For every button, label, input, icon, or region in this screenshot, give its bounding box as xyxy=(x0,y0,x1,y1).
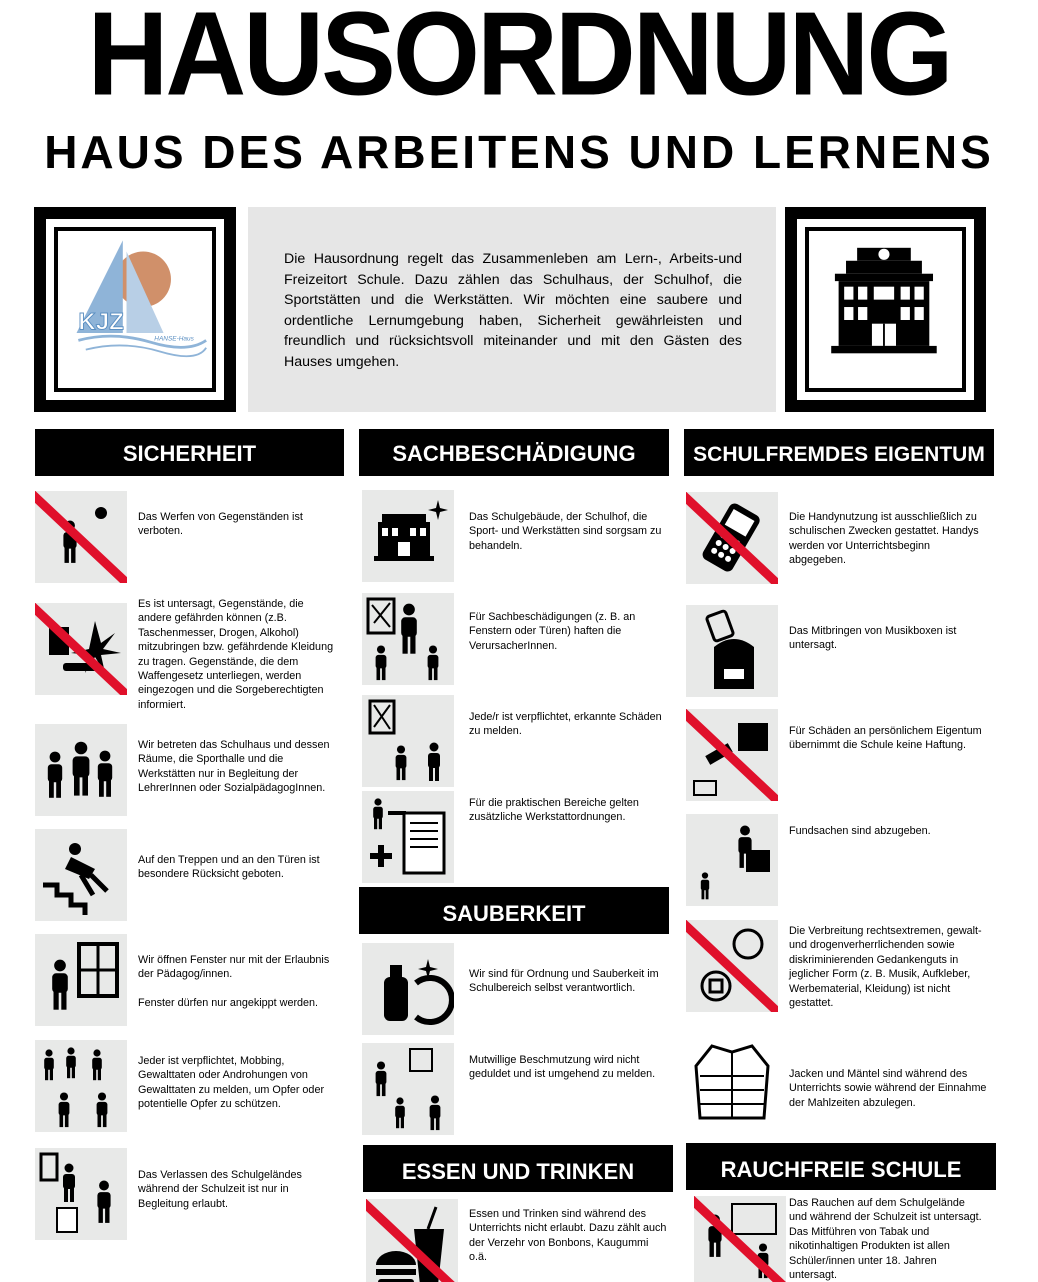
school-frame xyxy=(785,207,986,412)
logo-frame xyxy=(34,207,236,412)
sauberkeit-text-2: Mutwillige Beschmutzung wird nicht geduldet und ist umgehend zu melden. xyxy=(469,1054,656,1081)
page-subtitle: HAUS DES ARBEITENS UND LERNENS xyxy=(44,126,994,178)
sachbeschaedigung-text-2: Für Sachbeschädigungen (z. B. an Fenstern oder Türen) haften die VerursacherInnen. xyxy=(469,611,636,652)
accompanied-group-icon xyxy=(35,724,127,816)
no-phone-icon xyxy=(686,492,778,584)
heading-essen-trinken: ESSEN UND TRINKEN xyxy=(363,1145,673,1192)
report-damage-icon xyxy=(362,695,454,787)
sicherheit-text-6: Jeder ist verpflichtet, Mobbing, Gewalttaten oder Androhungen von Gewalttaten zu melden, um Opfer oder potentielle Opfer zu schützen. xyxy=(138,1055,325,1111)
workshop-rules-icon xyxy=(362,791,454,883)
no-food-icon xyxy=(366,1199,458,1282)
backpack-speaker-icon xyxy=(686,605,778,697)
no-smoking-icon xyxy=(694,1196,786,1282)
page-title: HAUSORDNUNG xyxy=(87,0,951,120)
kjz-logo xyxy=(58,231,208,384)
stairs-fall-icon xyxy=(35,829,127,921)
sicherheit-text-3: Wir betreten das Schulhaus und dessen Räume, die Sporthalle und die Werkstätten nur in Begleitung der LehrerInnen oder SozialpädagogInnen. xyxy=(138,739,330,795)
window-icon xyxy=(35,934,127,1026)
throwing-prohibited-icon xyxy=(35,491,127,583)
mobbing-report-icon xyxy=(35,1040,127,1132)
liability-icon xyxy=(686,709,778,801)
heading-sachbeschaedigung: SACHBESCHÄDIGUNG xyxy=(359,429,669,476)
essen-text-1: Essen und Trinken sind während des Unterrichts nicht erlaubt. Dazu zählt auch der Verzehr von Bonbons, Kaugummi o.ä. xyxy=(469,1208,667,1264)
sicherheit-text-1: Das Werfen von Gegenständen ist verboten. xyxy=(138,511,303,538)
dangerous-items-prohibited-icon xyxy=(35,603,127,695)
rauchfrei-text-1: Das Rauchen auf dem Schulgelände und während der Schulzeit ist untersagt. Das Mitführen von Tabak und nikotinhaltigen Produkten ist allen Schüler/innen unter 18. Jahren untersagt. xyxy=(789,1197,982,1282)
sachbeschaedigung-text-4: Für die praktischen Bereiche gelten zusätzliche Werkstattordnungen. xyxy=(469,797,639,824)
sicherheit-text-4: Auf den Treppen und an den Türen ist besondere Rücksicht geboten. xyxy=(138,854,320,881)
sicherheit-text-5b: Fenster dürfen nur angekippt werden. xyxy=(138,996,319,1009)
eigentum-text-5: Die Verbreitung rechtsextremen, gewalt- und drogenverherrlichenden sowie diskriminierenden Gedankenguts in jeglicher Form (z. B. Musik, Aufkleber, Werbematerial, Kleidung) ist nicht gestattet. xyxy=(789,925,982,1010)
lost-found-icon xyxy=(686,814,778,906)
intro-text: Die Hausordnung regelt das Zusammenleben am Lern-, Arbeits-und Freizeitort Schule. Dazu zählen das Schulhaus, der Schulhof, die Sportstätten und die Werkstätten. Wir möchten eine saubere und ordentliche Lernumgebung haben, Sicherheit gewährleisten und freundlich und rücksichtsvoll miteinander und mit den Gästen des Hauses umgehen. xyxy=(284,251,742,370)
leaving-campus-icon xyxy=(35,1148,127,1240)
sicherheit-text-5: Wir öffnen Fenster nur mit der Erlaubnis der Pädagog/innen. xyxy=(138,954,330,981)
logo-letters: KJZ xyxy=(78,308,124,336)
eigentum-text-1: Die Handynutzung ist ausschließlich zu schulischen Zwecken gestattet. Handys werden vor Unterrichtsbeginn abgegeben. xyxy=(789,511,979,567)
jacket-icon xyxy=(686,1036,778,1124)
heading-rauchfreie-schule: RAUCHFREIE SCHULE xyxy=(686,1143,996,1190)
no-extremism-icon xyxy=(686,920,778,1012)
heading-sauberkeit: SAUBERKEIT xyxy=(359,887,669,934)
sachbeschaedigung-text-1: Das Schulgebäude, der Schulhof, die Sport- und Werkstätten sind sorgsam zu behandeln. xyxy=(469,511,662,552)
sicherheit-text-7: Das Verlassen des Schulgeländes während der Schulzeit ist nur in Begleitung erlaubt. xyxy=(138,1169,302,1210)
sicherheit-text-2: Es ist untersagt, Gegenstände, die andere gefährden können (z.B. Taschenmesser, Drogen, Alkohol) mitzubringen bzw. gefährdende Kleidung zu tragen. Gegenstände, die dem Waffengesetz unterliegen, werden eingezogen und die Sorgeberechtigten informiert. xyxy=(138,598,334,711)
heading-schulfremdes-eigentum: SCHULFREMDES EIGENTUM xyxy=(684,429,994,476)
logo-small-text: HANSE-Haus xyxy=(154,335,194,343)
sachbeschaedigung-text-3: Jede/r ist verpflichtet, erkannte Schäden zu melden. xyxy=(469,711,662,738)
vandalism-icon xyxy=(362,1043,454,1135)
school-building-icon xyxy=(809,231,958,384)
eigentum-text-2: Das Mitbringen von Musikboxen ist untersagt. xyxy=(789,625,957,652)
school-building-small-icon xyxy=(362,490,454,582)
cleaning-icon xyxy=(362,943,454,1035)
window-damage-icon xyxy=(362,593,454,685)
heading-sicherheit: SICHERHEIT xyxy=(35,429,344,476)
eigentum-text-6: Jacken und Mäntel sind während des Unterrichts sowie während der Einnahme der Mahlzeiten abzulegen. xyxy=(789,1068,987,1109)
sauberkeit-text-1: Wir sind für Ordnung und Sauberkeit im Schulbereich selbst verantwortlich. xyxy=(469,968,659,995)
intro-box xyxy=(248,207,776,412)
eigentum-text-4: Fundsachen sind abzugeben. xyxy=(789,825,931,837)
eigentum-text-3: Für Schäden an persönlichem Eigentum übernimmt die Schule keine Haftung. xyxy=(789,725,982,752)
